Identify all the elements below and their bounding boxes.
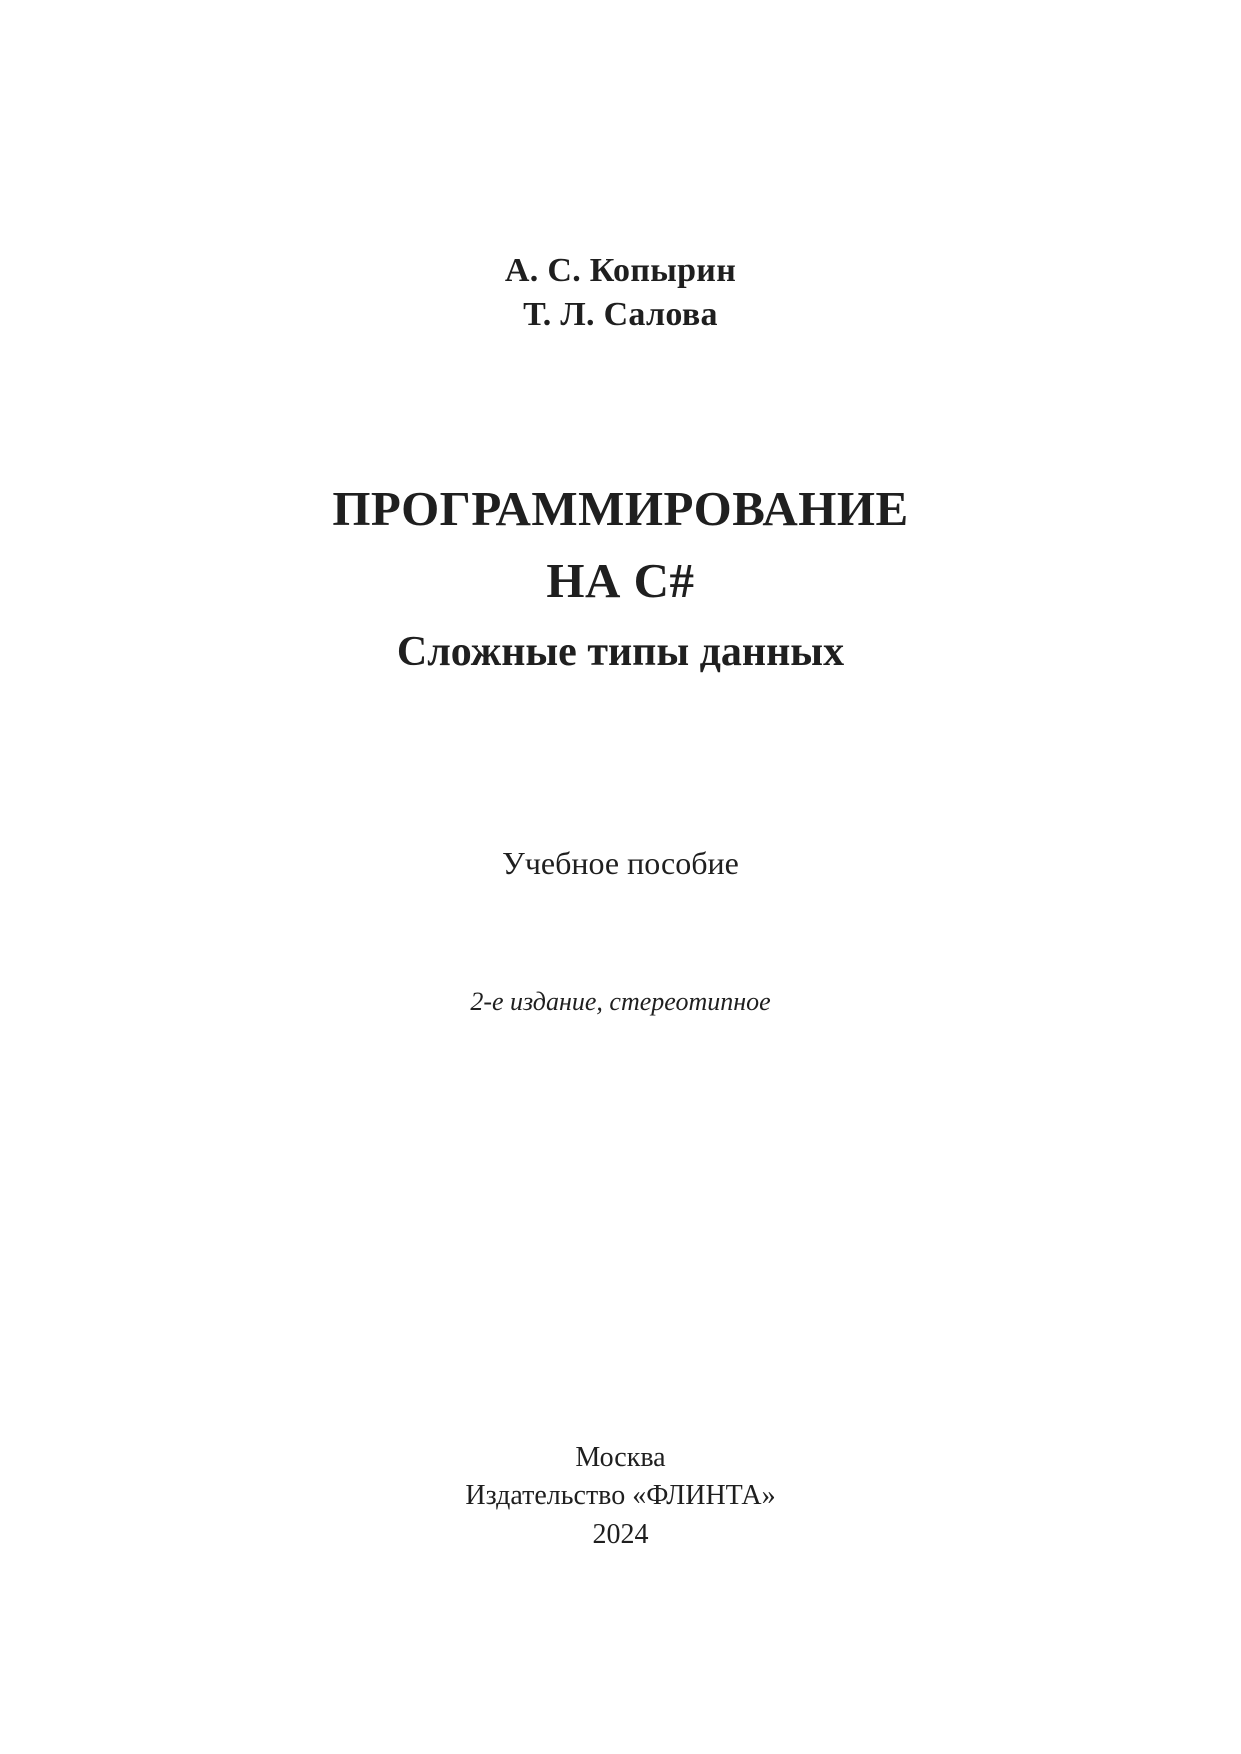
edition-note: 2-е издание, стереотипное: [470, 987, 771, 1016]
author-name: А. С. Копырин: [504, 252, 737, 289]
imprint-city: Москва: [575, 1442, 666, 1473]
author-name: Т. Л. Салова: [523, 296, 718, 333]
book-type: Учебное пособие: [502, 845, 739, 881]
imprint-year: 2024: [592, 1519, 649, 1550]
imprint-publisher: Издательство «ФЛИНТА»: [465, 1480, 776, 1511]
book-title-line: НА C#: [546, 553, 695, 608]
book-title-line: ПРОГРАММИРОВАНИЕ: [332, 481, 909, 536]
book-subtitle: Сложные типы данных: [396, 629, 845, 675]
